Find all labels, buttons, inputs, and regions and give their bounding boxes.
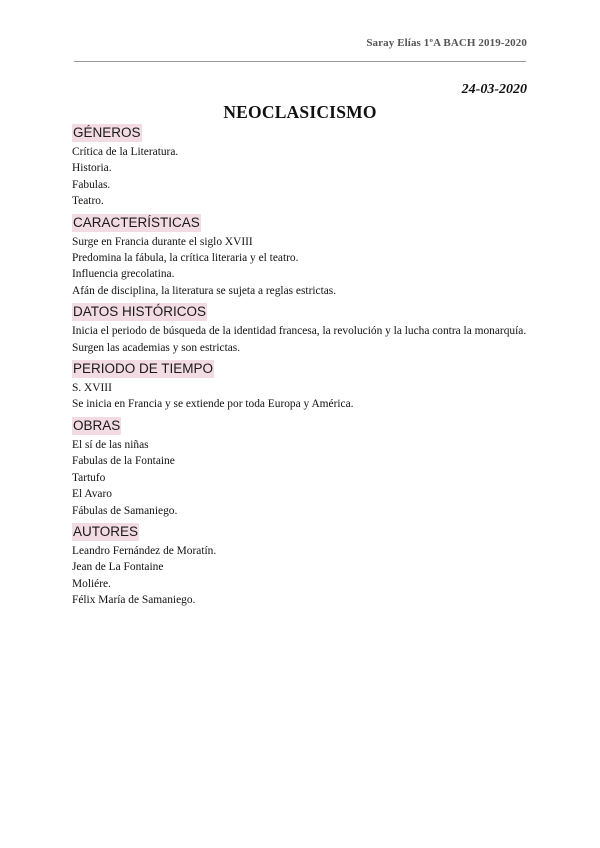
header-rule (74, 61, 526, 62)
section-line: Surgen las academias y son estrictas. (72, 341, 241, 354)
section-line: Predomina la fábula, la crítica literaria y el teatro. (72, 252, 299, 265)
section (72, 214, 528, 300)
section-lines (72, 144, 528, 210)
section-line: Historia. (72, 162, 112, 175)
section (72, 124, 528, 210)
section-line: Teatro. (72, 195, 104, 208)
section-line: Inicia el periodo de búsqueda de la identidad francesa, la revolución y la lucha contra la monarquía. (72, 325, 527, 338)
section-heading: DATOS HISTÓRICOS (73, 304, 207, 320)
section-heading: PERIODO DE TIEMPO (73, 361, 214, 377)
section-lines (72, 323, 528, 356)
section-line: Fábulas de Samaniego. (72, 504, 178, 517)
section-heading: GÉNEROS (73, 125, 141, 140)
document-title: NEOCLASICISMO (223, 102, 377, 122)
section (72, 523, 528, 609)
document-body (72, 124, 528, 609)
section-line: Leandro Fernández de Moratín. (72, 544, 217, 557)
section-line: Félix María de Samaniego. (72, 594, 196, 607)
section-line: S. XVIII (72, 382, 112, 395)
section-line: Afán de disciplina, la literatura se sujeta a reglas estrictas. (72, 284, 337, 297)
section (72, 360, 528, 413)
section (72, 417, 528, 519)
section-line: El sí de las niñas (72, 438, 149, 451)
section-lines (72, 437, 528, 519)
section-line: Jean de La Fontaine (72, 561, 164, 574)
document-date: 24-03-2020 (461, 82, 527, 97)
page-header: Saray Elías 1ºA BACH 2019-2020 (366, 37, 527, 49)
section-line: Se inicia en Francia y se extiende por toda Europa y América. (72, 398, 354, 411)
section-line: Fabulas de la Fontaine (72, 455, 175, 468)
section-line: Surge en Francia durante el siglo XVIII (72, 235, 253, 248)
section-lines (72, 380, 528, 413)
section-line: Tartufo (72, 471, 106, 484)
section-lines (72, 543, 528, 609)
section-heading: AUTORES (73, 523, 139, 539)
section-line: Influencia grecolatina. (72, 268, 175, 281)
section-lines (72, 234, 528, 300)
section (72, 303, 528, 356)
section-line: El Avaro (72, 488, 112, 501)
section-heading: CARACTERÍSTICAS (73, 214, 200, 230)
section-line: Crítica de la Literatura. (72, 146, 179, 158)
section-line: Moliére. (72, 577, 111, 590)
section-line: Fabulas. (72, 178, 111, 191)
section-heading: OBRAS (73, 417, 121, 433)
